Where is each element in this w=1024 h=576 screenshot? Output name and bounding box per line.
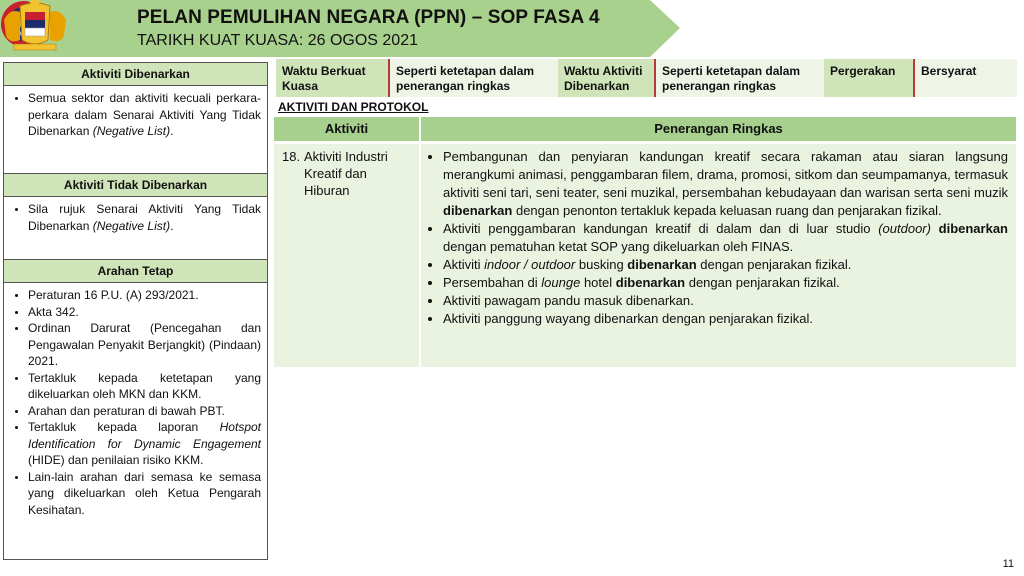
text-run: Ordinan Darurat (Pencegahan dan Pengawalan Penyakit Berjangkit) (Pindaan) 2021. <box>28 321 261 368</box>
text-run: (Negative List) <box>92 218 171 233</box>
text-run: (outdoor) <box>878 221 931 236</box>
text-run: dengan penonton tertakluk kepada keluasan ruang dan penjarakan fizikal. <box>512 203 942 218</box>
section-aktiviti-tidak-dibenarkan <box>4 197 267 259</box>
text-run: dibenarkan <box>443 203 513 218</box>
list-item <box>28 419 261 469</box>
list-item <box>28 320 261 370</box>
list-item <box>443 310 1008 328</box>
waktu-aktiviti-label: Waktu Aktiviti Dibenarkan <box>558 59 656 97</box>
page-subtitle: TARIKH KUAT KUASA: 26 OGOS 2021 <box>137 32 418 49</box>
activity-table <box>274 117 1016 367</box>
text-run <box>931 221 939 236</box>
section-aktiviti-dibenarkan <box>4 86 267 173</box>
list-aktiviti-dibenarkan <box>10 90 261 140</box>
col-header-penerangan: Penerangan Ringkas <box>421 117 1016 141</box>
text-run: Hotspot Identification for Dynamic Engagement <box>28 420 261 451</box>
list-aktiviti-tidak-dibenarkan <box>10 201 261 234</box>
protocol-heading: AKTIVITI DAN PROTOKOL <box>278 100 429 114</box>
text-run: (Negative List) <box>92 124 171 138</box>
text-run: hotel <box>580 275 616 290</box>
text-run: . <box>170 218 174 233</box>
text-run: dibenarkan <box>615 275 686 290</box>
header-banner <box>0 0 1024 57</box>
list-item <box>443 274 1008 292</box>
list-item <box>28 403 261 420</box>
heading-arahan-tetap: Arahan Tetap <box>4 259 267 283</box>
text-run: (HIDE) dan penilaian risiko KKM. <box>28 453 204 467</box>
page-title: PELAN PEMULIHAN NEGARA (PPN) – SOP FASA 4 <box>137 7 600 28</box>
text-run: dengan penjarakan fizikal. <box>696 257 852 272</box>
list-item <box>443 220 1008 256</box>
text-run: . <box>170 124 174 138</box>
list-item <box>443 148 1008 220</box>
waktu-berkuat-label: Waktu Berkuat Kuasa <box>276 59 390 97</box>
description-cell <box>421 144 1016 367</box>
text-run: Aktiviti pawagam pandu masuk dibenarkan. <box>443 293 694 308</box>
text-run: Sila rujuk Senarai Aktiviti Yang Tidak Dibenarkan <box>28 202 261 233</box>
text-run: indoor / outdoor <box>484 257 576 272</box>
col-header-aktiviti: Aktiviti <box>274 117 419 141</box>
waktu-berkuat-value: Seperti ketetapan dalam penerangan ringkas <box>390 59 558 97</box>
list-item <box>28 90 261 140</box>
info-strip <box>276 59 1017 97</box>
activity-cell <box>274 144 419 367</box>
text-run: dengan pematuhan ketat SOP yang dikeluarkan oleh FINAS. <box>443 239 794 254</box>
list-item <box>28 469 261 519</box>
list-item <box>28 370 261 403</box>
heading-aktiviti-tidak-dibenarkan: Aktiviti Tidak Dibenarkan <box>4 173 267 197</box>
pergerakan-label: Pergerakan <box>824 59 915 97</box>
row-number: 18. <box>282 149 301 164</box>
heading-aktiviti-dibenarkan: Aktiviti Dibenarkan <box>4 63 267 86</box>
list-item <box>443 256 1008 274</box>
text-run: Semua sektor dan aktiviti kecuali perkara-perkara dalam Senarai Aktiviti Yang Tidak Dibenarkan <box>28 91 261 138</box>
left-panel <box>3 62 268 560</box>
text-run: dengan penjarakan fizikal. <box>685 275 840 290</box>
text-run: dibenarkan <box>627 257 697 272</box>
pergerakan-value: Bersyarat <box>915 59 1017 97</box>
waktu-aktiviti-value: Seperti ketetapan dalam penerangan ringkas <box>656 59 824 97</box>
page-number: 11 <box>1002 558 1014 570</box>
list-item <box>28 304 261 321</box>
text-run: dibenarkan <box>938 221 1008 236</box>
text-run: Lain-lain arahan dari semasa ke semasa yang dikeluarkan oleh Ketua Pengarah Kesihatan. <box>28 469 261 517</box>
text-run: Aktiviti panggung wayang dibenarkan dengan penjarakan fizikal. <box>443 311 814 326</box>
list-item <box>443 292 1008 310</box>
text-run: Persembahan di <box>443 275 542 290</box>
list-item <box>28 201 261 234</box>
text-run: busking <box>575 257 628 272</box>
text-run: Arahan dan peraturan di bawah PBT. <box>28 403 225 418</box>
text-run: Pembangunan dan penyiaran kandungan kreatif secara rakaman atau siaran langsung merangkumi animasi, penggambaran filem, drama, promosi, sitkom dan seumpamanya, termasuk aktiviti seni tari, seni teater, seni muzikal, persembahan kebudayaan dan warisan serta seni muzik <box>443 149 1008 200</box>
coat-of-arms-icon <box>0 0 70 52</box>
text-run: Akta 342. <box>28 304 79 319</box>
text-run: Aktiviti penggambaran kandungan kreatif di dalam dan di luar studio <box>443 221 879 236</box>
text-run: Aktiviti <box>443 257 485 272</box>
text-run: Tertakluk kepada ketetapan yang dikeluarkan oleh MKN dan KKM. <box>28 370 261 401</box>
section-arahan-tetap <box>4 283 267 522</box>
text-run: Peraturan 16 P.U. (A) 293/2021. <box>28 288 199 302</box>
text-run: Tertakluk kepada laporan <box>28 420 220 434</box>
list-item <box>28 287 261 304</box>
description-list <box>429 148 1008 328</box>
row-activity-name: Aktiviti Industri Kreatif dan Hiburan <box>304 149 388 198</box>
text-run: lounge <box>541 275 581 290</box>
list-arahan-tetap <box>10 287 261 518</box>
